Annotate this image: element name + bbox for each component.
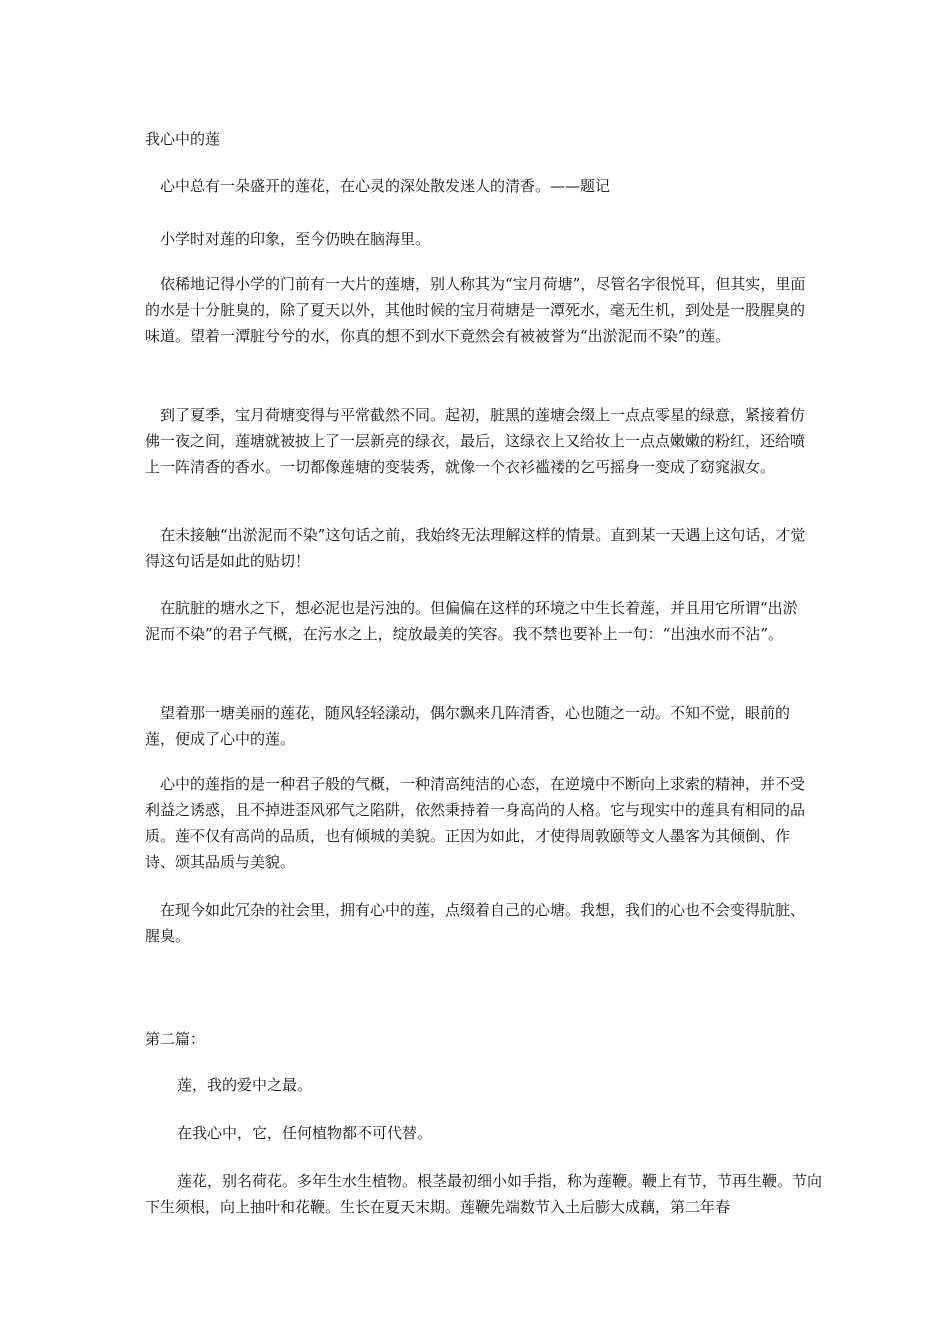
article-title: 我心中的莲	[145, 130, 221, 148]
paragraph: 在肮脏的塘水之下，想必泥也是污浊的。但偏偏在这样的环境之中生长着莲，并且用它所谓“出淤泥而不染”的君子气概，在污水之上，绽放最美的笑容。我不禁也要补上一句：“出浊水而不沾”。	[145, 599, 798, 643]
paragraph: 莲，我的爱中之最。	[177, 1076, 313, 1094]
paragraph: 在现今如此冗杂的社会里，拥有心中的莲，点缀着自己的心塘。我想，我们的心也不会变得肮脏、腥臭。	[145, 901, 806, 945]
paragraph: 到了夏季，宝月荷塘变得与平常截然不同。起初，脏黑的莲塘会缀上一点点零星的绿意，紧接着仿佛一夜之间，莲塘就被披上了一层新亮的绿衣，最后，这绿衣上又给妆上一点点嫩嫩的粉红，还给喷上一阵清香的香水。一切都像莲塘的变装秀，就像一个衣衫褴褛的乞丐摇身一变成了窈窕淑女。	[145, 406, 806, 476]
paragraph: 莲花，别名荷花。多年生水生植物。根茎最初细小如手指，称为莲鞭。鞭上有节，节再生鞭。节向下生须根，向上抽叶和花鞭。生长在夏天末期。莲鞭先端数节入土后膨大成藕，第二年春	[145, 1172, 823, 1216]
paragraph: 望着那一塘美丽的莲花，随风轻轻漾动，偶尔飘来几阵清香，心也随之一动。不知不觉，眼前的莲，便成了心中的莲。	[145, 704, 791, 748]
paragraph: 依稀地记得小学的门前有一大片的莲塘，别人称其为“宝月荷塘”，尽管名字很悦耳，但其实，里面的水是十分脏臭的，除了夏天以外，其他时候的宝月荷塘是一潭死水，毫无生机，到处是一股腥臭的味道。望着一潭脏兮兮的水，你真的想不到水下竟然会有被被誉为“出淤泥而不染”的莲。	[145, 275, 806, 345]
paragraph: 在未接触“出淤泥而不染”这句话之前，我始终无法理解这样的情景。直到某一天遇上这句话，才觉得这句话是如此的贴切！	[145, 526, 806, 570]
paragraph: 在我心中，它，任何植物都不可代替。	[177, 1124, 433, 1142]
paragraph: 小学时对莲的印象，至今仍映在脑海里。	[160, 230, 431, 248]
paragraph-epigraph: 心中总有一朵盛开的莲花，在心灵的深处散发迷人的清香。——题记	[160, 177, 611, 195]
paragraph: 心中的莲指的是一种君子般的气概，一种清高纯洁的心态，在逆境中不断向上求索的精神，并不受利益之诱惑，且不掉进歪风邪气之陷阱，依然秉持着一身高尚的人格。它与现实中的莲具有相同的品质。莲不仅有高尚的品质，也有倾城的美貌。正因为如此，才使得周敦颐等文人墨客为其倾倒、作诗、颂其品质与美貌。	[145, 775, 806, 871]
section-heading: 第二篇：	[145, 1030, 206, 1048]
